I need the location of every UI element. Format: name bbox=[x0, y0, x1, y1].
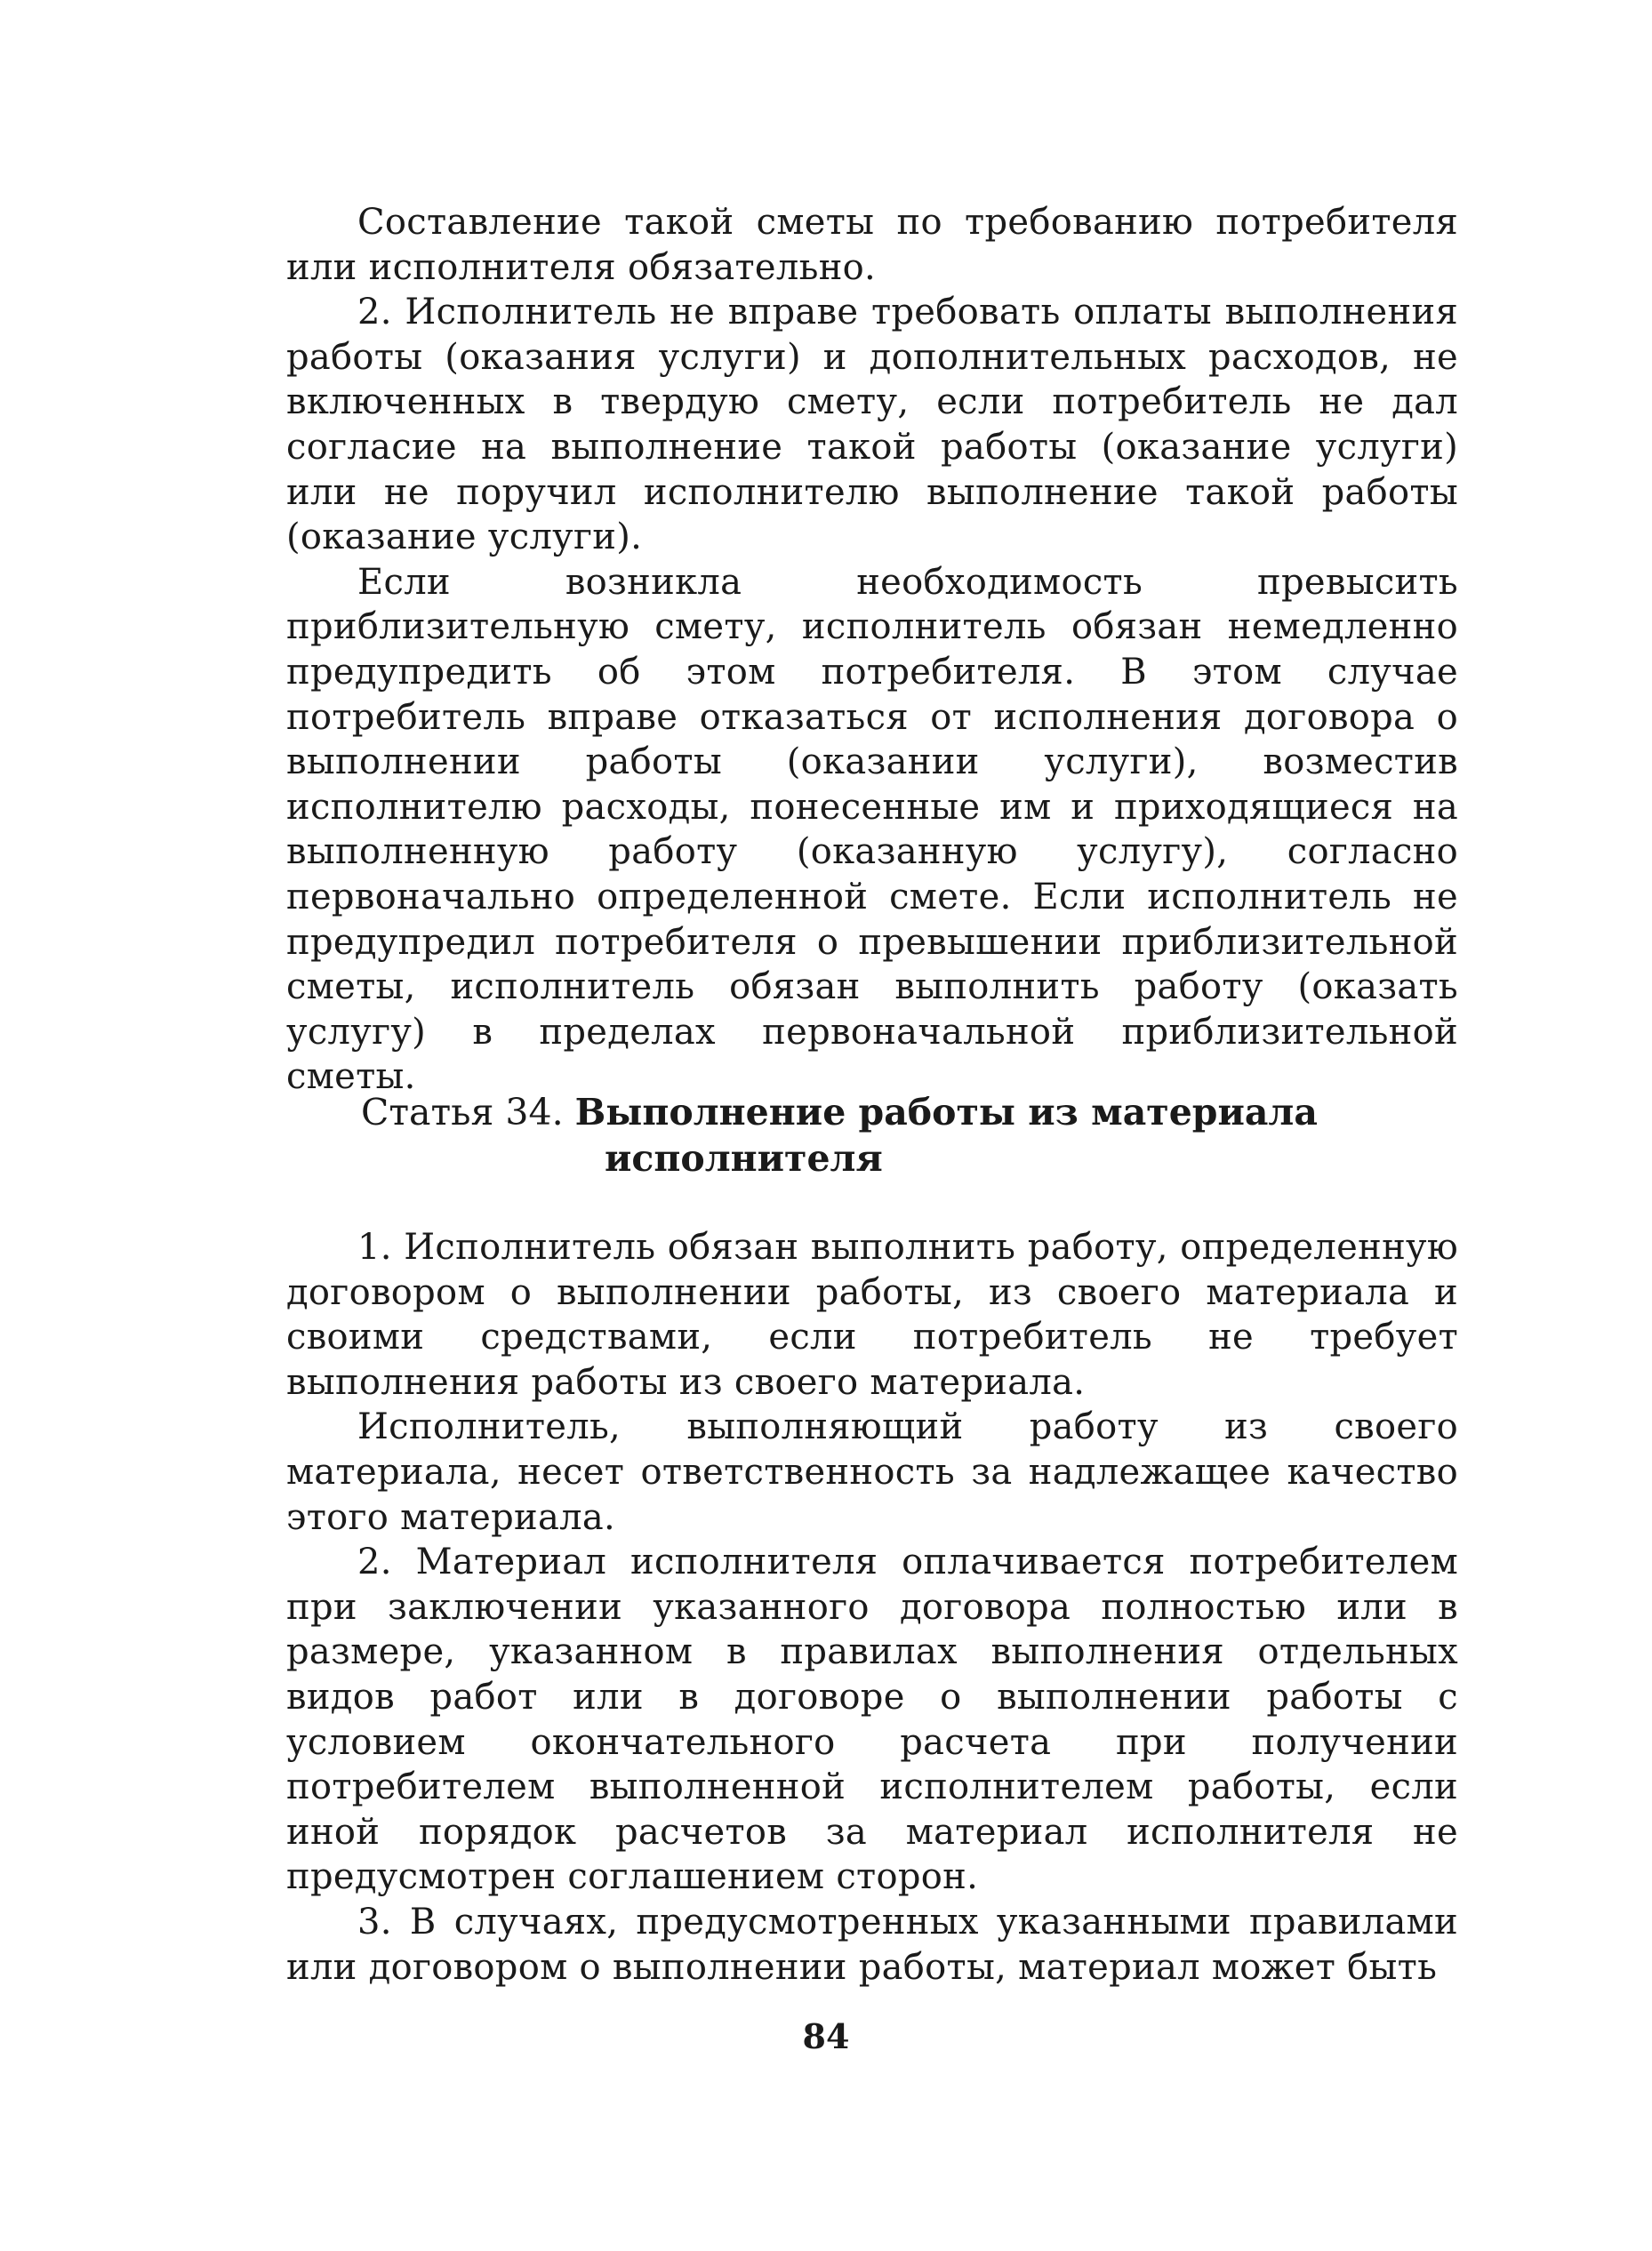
article-number: Статья 34. bbox=[361, 1091, 564, 1134]
paragraph: Составление такой сметы по требованию потребителя или исполнителя обязательно. bbox=[286, 202, 1458, 288]
paragraph: 2. Исполнитель не вправе требовать оплаты выполнения работы (оказания услуги) и дополнительных расходов, не включенных в твердую смету, если потребитель не дал согласие на выполнение такой работы (оказание услуги) или не поручил исполнителю выполнение такой работы (оказание услуги). bbox=[286, 292, 1458, 558]
paragraph: 1. Исполнитель обязан выполнить работу, определенную договором о выполнении работы, из своего материала и своими средствами, если потребитель не требует выполнения работы из своего материала. bbox=[286, 1227, 1458, 1403]
top-text-block bbox=[286, 200, 1458, 1100]
page-number: 84 bbox=[802, 2016, 850, 2056]
bottom-text-block bbox=[286, 1225, 1458, 1990]
article-title-line1: Выполнение работы из материала bbox=[574, 1091, 1318, 1134]
paragraph: Исполнитель, выполняющий работу из своего материала, несет ответственность за надлежащее качество этого материала. bbox=[286, 1406, 1458, 1538]
article-title-line2: исполнителя bbox=[605, 1137, 883, 1180]
paragraph: 2. Материал исполнителя оплачивается потребителем при заключении указанного договора полностью или в размере, указанном в правилах выполнения отдельных видов работ или в договоре о выполнении работы с условием окончательного расчета при получении потребителем выполненной исполнителем работы, если иной порядок расчетов за материал исполнителя не предусмотрен соглашением сторон. bbox=[286, 1542, 1458, 1898]
article-heading bbox=[361, 1089, 1428, 1182]
paragraph: Если возникла необходимость превысить приблизительную смету, исполнитель обязан немедленно предупредить об этом потребителя. В этом случае потребитель вправе отказаться от исполнения договора о выполнении работы (оказании услуги), возместив исполнителю расходы, понесенные им и приходящиеся на выполненную работу (оказанную услугу), согласно первоначально определенной смете. Если исполнитель не предупредил потребителя о превышении приблизительной сметы, исполнитель обязан выполнить работу (оказать услугу) в пределах первоначальной приблизительной сметы. bbox=[286, 561, 1458, 1098]
paragraph: 3. В случаях, предусмотренных указанными правилами или договором о выполнении работы, материал может быть bbox=[286, 1901, 1458, 1988]
